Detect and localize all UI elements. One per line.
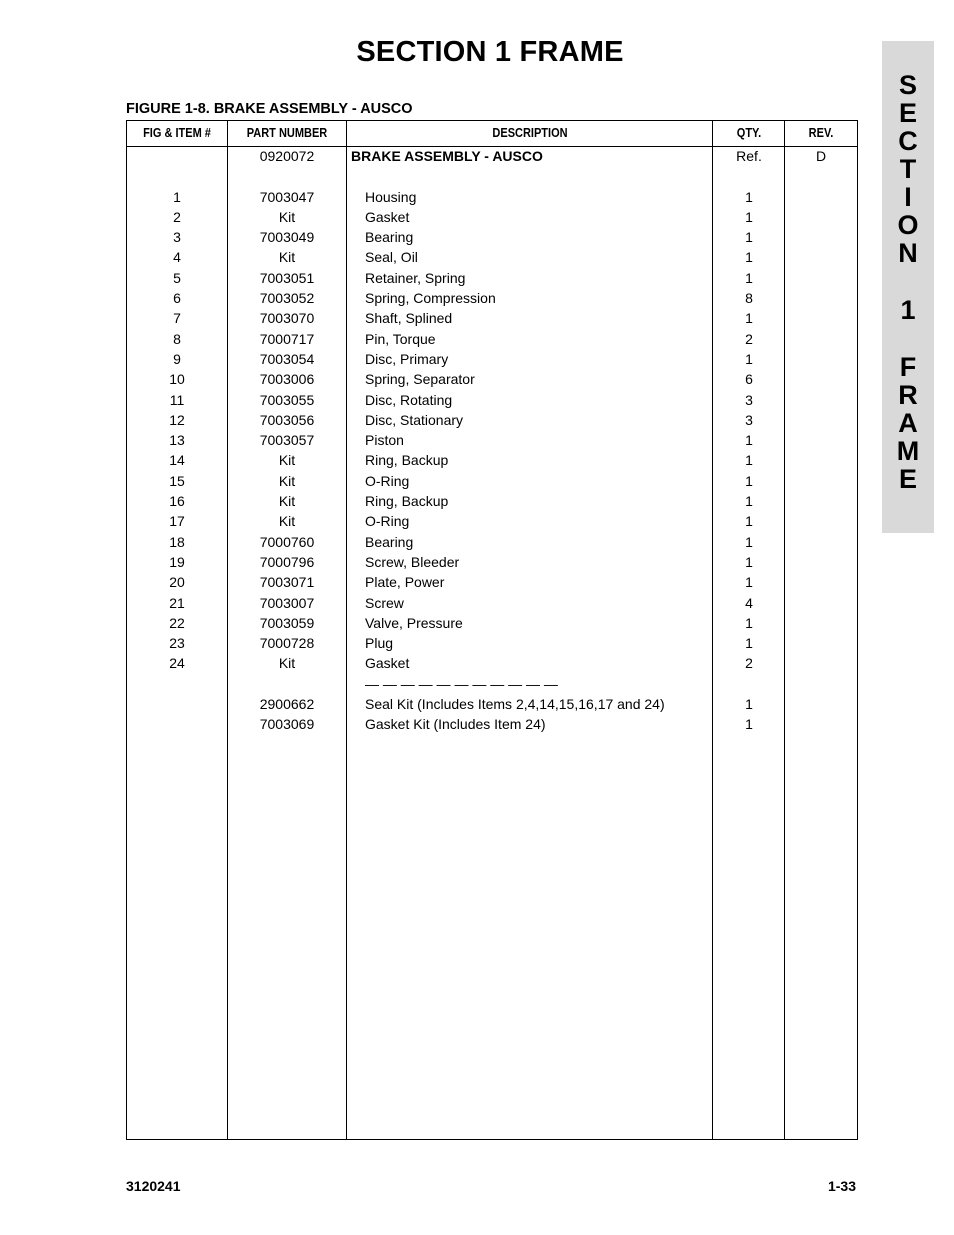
- table-row: [127, 411, 857, 431]
- cell-part-number: 7003047: [259, 188, 315, 205]
- header-rev: REV.: [808, 126, 834, 140]
- cell-part-number: 7003071: [259, 574, 315, 591]
- cell-item: 18: [169, 533, 185, 550]
- cell-qty: 1: [745, 249, 753, 266]
- cell-qty: 1: [745, 553, 753, 570]
- table-row: [127, 634, 857, 654]
- cell-description: Shaft, Splined: [365, 310, 453, 327]
- cell-qty: 1: [745, 229, 753, 246]
- cell-item: 22: [169, 614, 185, 631]
- tab-letter: E: [898, 464, 917, 494]
- cell-description: BRAKE ASSEMBLY - AUSCO: [351, 148, 543, 164]
- cell-part-number: 7003055: [259, 391, 315, 408]
- cell-part-number: 7003049: [259, 229, 315, 246]
- header-fig-item: FIG & ITEM #: [143, 126, 211, 140]
- cell-rev: D: [815, 148, 827, 164]
- table-row: [127, 330, 857, 350]
- cell-part-number: 7003007: [259, 594, 315, 611]
- section-tab-letters: [882, 71, 934, 493]
- tab-letter: E: [898, 98, 917, 128]
- table-row: [127, 675, 857, 695]
- table-row: [127, 654, 857, 674]
- cell-part-number: Kit: [278, 249, 296, 266]
- doc-number: 3120241: [126, 1178, 181, 1194]
- figure-title: FIGURE 1-8. BRAKE ASSEMBLY - AUSCO: [126, 101, 413, 117]
- cell-description: Disc, Rotating: [365, 391, 453, 408]
- tab-letter: N: [898, 238, 918, 268]
- cell-part-number: 7003070: [259, 310, 315, 327]
- cell-item: 17: [169, 513, 185, 530]
- cell-part-number: 7000760: [259, 533, 315, 550]
- cell-description: Bearing: [365, 533, 414, 550]
- cell-part-number: Kit: [278, 208, 296, 225]
- tab-letter: R: [898, 380, 918, 410]
- cell-part-number: 7003052: [259, 290, 315, 307]
- cell-description: — — — — — — — — — — —: [365, 675, 558, 692]
- cell-part-number: Kit: [278, 452, 296, 469]
- cell-description: O-Ring: [365, 472, 410, 489]
- cell-description: Gasket Kit (Includes Item 24): [365, 716, 546, 733]
- cell-qty: 1: [745, 432, 753, 449]
- cell-part-number: 7003069: [259, 716, 315, 733]
- cell-part-number: 0920072: [259, 148, 315, 164]
- cell-part-number: 7000717: [259, 330, 315, 347]
- table-row: [127, 188, 857, 208]
- table-row: [127, 573, 857, 593]
- table-row-spacer: [127, 167, 857, 187]
- cell-description: Seal, Oil: [365, 249, 418, 266]
- tab-letter: M: [896, 436, 920, 466]
- tab-letter: 1: [900, 295, 916, 325]
- cell-description: Disc, Primary: [365, 350, 449, 367]
- cell-qty: 1: [745, 716, 753, 733]
- cell-qty: 1: [745, 635, 753, 652]
- header-part-number: PART NUMBER: [246, 126, 328, 140]
- table-row: [127, 614, 857, 634]
- cell-part-number: 7003006: [259, 371, 315, 388]
- section-tab: [882, 41, 934, 533]
- cell-qty: 1: [745, 493, 753, 510]
- cell-qty: 1: [745, 533, 753, 550]
- cell-description: Retainer, Spring: [365, 269, 466, 286]
- cell-description: Valve, Pressure: [365, 614, 463, 631]
- cell-description: Gasket: [365, 208, 410, 225]
- cell-item: 16: [169, 493, 185, 510]
- cell-qty: 1: [745, 310, 753, 327]
- table-row: [127, 594, 857, 614]
- cell-description: Screw: [365, 594, 404, 611]
- table-row: [127, 350, 857, 370]
- cell-qty: 3: [745, 391, 753, 408]
- cell-part-number: 7003054: [259, 350, 315, 367]
- cell-item: 24: [169, 655, 185, 672]
- cell-item: 5: [173, 269, 181, 286]
- section-title: SECTION 1 FRAME: [356, 36, 624, 68]
- cell-description: Piston: [365, 432, 404, 449]
- cell-item: 4: [173, 249, 181, 266]
- cell-item: 7: [173, 310, 181, 327]
- cell-qty: 1: [745, 208, 753, 225]
- table-row: [127, 431, 857, 451]
- cell-item: 12: [169, 411, 185, 428]
- cell-item: 8: [173, 330, 181, 347]
- page-number: 1-33: [827, 1178, 856, 1194]
- cell-item: 9: [173, 350, 181, 367]
- cell-part-number: Kit: [278, 472, 296, 489]
- tab-letter-gap: [882, 324, 934, 353]
- tab-letter: F: [899, 352, 917, 382]
- cell-item: 20: [169, 574, 185, 591]
- table-row: [127, 533, 857, 553]
- cell-qty: 1: [745, 472, 753, 489]
- table-row: [127, 370, 857, 390]
- cell-part-number: 7000728: [259, 635, 315, 652]
- table-row: [127, 208, 857, 228]
- cell-qty: Ref.: [736, 148, 762, 164]
- cell-item: 13: [169, 432, 185, 449]
- table-row: [127, 228, 857, 248]
- cell-description: Housing: [365, 188, 417, 205]
- cell-description: Plug: [365, 635, 394, 652]
- cell-item: 2: [173, 208, 181, 225]
- header-qty: QTY.: [736, 126, 762, 140]
- cell-qty: 1: [745, 513, 753, 530]
- parts-table: [126, 120, 858, 1140]
- cell-part-number: Kit: [278, 513, 296, 530]
- tab-letter: T: [899, 154, 917, 184]
- table-row: [127, 695, 857, 715]
- cell-qty: 1: [745, 350, 753, 367]
- table-row: [127, 147, 857, 167]
- cell-part-number: Kit: [278, 655, 296, 672]
- cell-description: O-Ring: [365, 513, 410, 530]
- cell-qty: 6: [745, 371, 753, 388]
- cell-description: Bearing: [365, 229, 414, 246]
- table-row: [127, 472, 857, 492]
- cell-item: 23: [169, 635, 185, 652]
- table-row: [127, 391, 857, 411]
- cell-description: Pin, Torque: [365, 330, 436, 347]
- cell-qty: 8: [745, 290, 753, 307]
- cell-item: 6: [173, 290, 181, 307]
- cell-qty: 1: [745, 188, 753, 205]
- tab-letter-gap: [882, 267, 934, 296]
- table-row: [127, 553, 857, 573]
- header-description: DESCRIPTION: [492, 126, 568, 140]
- tab-letter: O: [897, 210, 919, 240]
- cell-description: Spring, Compression: [365, 290, 496, 307]
- table-row: [127, 512, 857, 532]
- table-row: [127, 248, 857, 268]
- table-row: [127, 451, 857, 471]
- cell-part-number: 7003059: [259, 614, 315, 631]
- tab-letter: I: [904, 182, 912, 212]
- cell-qty: 2: [745, 655, 753, 672]
- cell-description: Seal Kit (Includes Items 2,4,14,15,16,17 and 24): [365, 696, 665, 713]
- cell-item: 15: [169, 472, 185, 489]
- tab-letter: A: [898, 408, 918, 438]
- table-row: [127, 289, 857, 309]
- cell-part-number: 7003051: [259, 269, 315, 286]
- cell-qty: 1: [745, 452, 753, 469]
- table-body: [127, 147, 857, 736]
- cell-item: 14: [169, 452, 185, 469]
- table-row: [127, 492, 857, 512]
- cell-description: Disc, Stationary: [365, 411, 464, 428]
- cell-description: Gasket: [365, 655, 410, 672]
- cell-item: 3: [173, 229, 181, 246]
- cell-part-number: 7003056: [259, 411, 315, 428]
- cell-qty: 1: [745, 574, 753, 591]
- cell-item: 10: [169, 371, 185, 388]
- tab-letter: C: [898, 126, 918, 156]
- table-row: [127, 309, 857, 329]
- cell-item: 19: [169, 553, 185, 570]
- cell-item: 1: [173, 188, 181, 205]
- table-row: [127, 269, 857, 289]
- cell-qty: 4: [745, 594, 753, 611]
- cell-description: Ring, Backup: [365, 452, 449, 469]
- cell-part-number: 7000796: [259, 553, 315, 570]
- cell-description: Spring, Separator: [365, 371, 475, 388]
- cell-description: Plate, Power: [365, 574, 445, 591]
- cell-description: Screw, Bleeder: [365, 553, 460, 570]
- cell-part-number: Kit: [278, 493, 296, 510]
- cell-description: Ring, Backup: [365, 493, 449, 510]
- cell-item: 21: [169, 594, 185, 611]
- cell-part-number: 7003057: [259, 432, 315, 449]
- cell-qty: 1: [745, 269, 753, 286]
- table-row: [127, 715, 857, 735]
- cell-qty: 1: [745, 614, 753, 631]
- cell-part-number: 2900662: [259, 696, 315, 713]
- cell-item: 11: [169, 391, 185, 408]
- cell-qty: 2: [745, 330, 753, 347]
- tab-letter: S: [898, 70, 917, 100]
- cell-qty: 3: [745, 411, 753, 428]
- cell-qty: 1: [745, 696, 753, 713]
